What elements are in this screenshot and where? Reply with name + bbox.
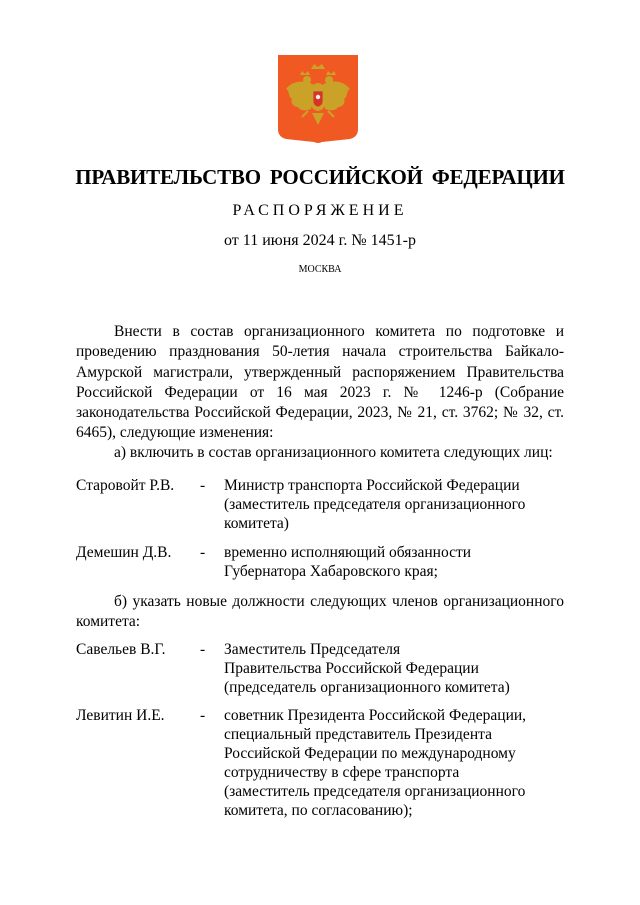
document-date-number: от 11 июня 2024 г. № 1451-р — [224, 232, 416, 249]
member-name: Демешин Д.В. — [76, 544, 172, 561]
member-position: Заместитель Председателя Правительства Российской Федерации (председатель организационного комитета) — [224, 641, 510, 696]
coat-of-arms-russia-icon — [278, 55, 358, 144]
member-dash: - — [200, 641, 206, 658]
member-dash: - — [200, 544, 206, 561]
member-dash: - — [200, 477, 206, 494]
point-b: б) указать новые должности следующих членов организационного комитета: — [76, 593, 564, 631]
document-city: МОСКВА — [298, 264, 342, 275]
member-position: временно исполняющий обязанности Губернатора Хабаровского края; — [224, 544, 472, 580]
member-position: советник Президента Российской Федерации, специальный представитель Президента Российской Федерации по международному сотрудничеству в сфере транспорта (заместитель председателя организационного комитета, по согласованию); — [224, 707, 527, 819]
member-name: Левитин И.Е. — [76, 707, 165, 724]
document-type: РАСПОРЯЖЕНИЕ — [232, 202, 408, 219]
member-position: Министр транспорта Российской Федерации (заместитель председателя организационного комитета) — [224, 477, 526, 532]
member-name: Савельев В.Г. — [76, 641, 166, 658]
point-a: а) включить в состав организационного комитета следующих лиц: — [114, 444, 553, 461]
intro-paragraph: Внести в состав организационного комитета по подготовке и проведению празднования 50-летия начала строительства Байкало-Амурской магистрали, утвержденный распоряжением Правительства Российской Федерации от 16 мая 2023 г. № 1246-р (Собрание законодательства Российской Федерации, 2023, № 21, ст. 3762; № 32, ст. 6465), следующие изменения: — [76, 323, 564, 442]
member-name: Старовойт Р.В. — [76, 477, 175, 494]
member-dash: - — [200, 707, 206, 724]
government-title: ПРАВИТЕЛЬСТВО РОССИЙСКОЙ ФЕДЕРАЦИИ — [75, 165, 565, 189]
